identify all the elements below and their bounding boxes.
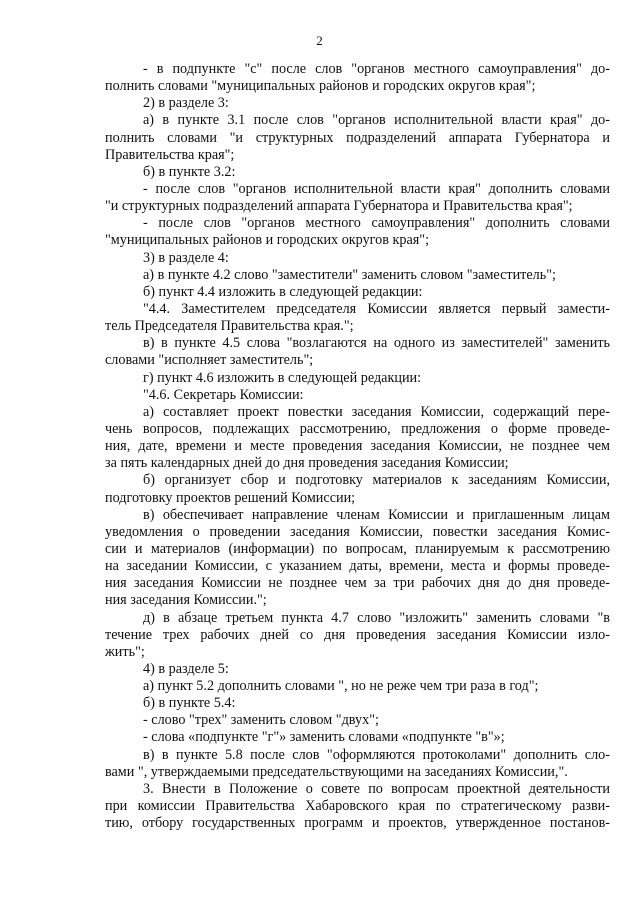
text-line: уведомления о проведении заседания Комиссии, повестки заседания Комис- — [105, 523, 610, 540]
text-line: а) составляет проект повестки заседания Комиссии, содержащий пере- — [143, 403, 610, 420]
text-line: б) в пункте 3.2: — [143, 163, 236, 180]
text-line: а) в пункте 4.2 слово "заместители" заменить словом "заместитель"; — [143, 266, 556, 283]
text-line: - слова «подпункте "г"» заменить словами «подпункте "в"»; — [143, 729, 505, 746]
text-line: 2) в разделе 3: — [143, 95, 229, 112]
text-line: ния, дате, времени и месте проведения заседания Комиссии, не позднее чем — [105, 438, 610, 455]
text-line: а) в пункте 3.1 после слов "органов исполнительной власти края" до- — [143, 112, 610, 129]
text-line: Правительства края"; — [105, 146, 235, 163]
text-line: б) организует сбор и подготовку материалов к заседаниям Комиссии, — [143, 472, 610, 489]
text-line: - после слов "органов местного самоуправления" дополнить словами — [143, 215, 610, 232]
text-line: чень вопросов, подлежащих рассмотрению, предложения о форме проведе- — [105, 420, 610, 437]
text-line: полнить словами "муниципальных районов и городских округов края"; — [105, 78, 536, 95]
text-line: "4.6. Секретарь Комиссии: — [143, 386, 304, 403]
text-line: на заседании Комиссии, с указанием даты, времени, места и формы проведе- — [105, 558, 610, 575]
text-line: в) обеспечивает направление членам Комиссии и приглашенным лицам — [143, 506, 610, 523]
text-line: словами "исполняет заместитель"; — [105, 352, 314, 369]
text-line: "4.4. Заместителем председателя Комиссии является первый замести- — [143, 300, 610, 317]
text-line: за пять календарных дней до дня проведения заседания Комиссии; — [105, 455, 509, 472]
text-line: - после слов "органов исполнительной власти края" дополнить словами — [143, 180, 610, 197]
text-line: подготовку проектов решений Комиссии; — [105, 489, 356, 506]
text-line: - слово "трех" заменить словом "двух"; — [143, 712, 379, 729]
text-line: б) пункт 4.4 изложить в следующей редакции: — [143, 283, 423, 300]
text-line: тию, отбору государственных программ и проектов, утвержденное постанов- — [105, 815, 610, 832]
text-line: - в подпункте "с" после слов "органов местного самоуправления" до- — [143, 61, 610, 77]
text-line: "муниципальных районов и городских округов края"; — [105, 232, 430, 249]
page-number: 2 — [316, 33, 323, 48]
text-line: тель Председателя Правительства края."; — [105, 318, 354, 335]
text-line: жить"; — [105, 643, 145, 660]
text-line: вами ", утверждаемыми председательствующими на заседаниях Комиссии,". — [105, 763, 568, 780]
text-line: в) в пункте 4.5 слова "возлагаются на одного из заместителей" заменить — [143, 335, 610, 352]
text-line: ния заседания Комиссии."; — [105, 592, 267, 609]
text-line: "и структурных подразделений аппарата Губернатора и Правительства края"; — [105, 198, 573, 215]
text-line: течение трех рабочих дней со дня проведения заседания Комиссии изло- — [105, 626, 610, 643]
text-line: при комиссии Правительства Хабаровского края по стратегическому разви- — [105, 798, 610, 815]
text-line: б) в пункте 5.4: — [143, 695, 236, 712]
text-line: ния заседания Комиссии не позднее чем за три рабочих дня до дня проведе- — [105, 575, 610, 592]
text-line: в) в пункте 5.8 после слов "оформляются протоколами" дополнить сло- — [143, 746, 610, 763]
text-line: а) пункт 5.2 дополнить словами ", но не реже чем три раза в год"; — [143, 678, 539, 695]
text-line: сии и материалов (информации) по вопросам, планируемым к рассмотрению — [105, 540, 610, 557]
text-line: г) пункт 4.6 изложить в следующей редакции: — [143, 369, 422, 386]
text-line: 3. Внести в Положение о совете по вопросам проектной деятельности — [143, 780, 610, 797]
text-line: полнить словами "и структурных подразделений аппарата Губернатора и — [105, 129, 610, 146]
text-line: 3) в разделе 4: — [143, 249, 229, 266]
document-body — [105, 61, 610, 832]
text-line: 4) в разделе 5: — [143, 660, 229, 677]
text-line: д) в абзаце третьем пункта 4.7 слово "изложить" заменить словами "в — [143, 609, 610, 626]
